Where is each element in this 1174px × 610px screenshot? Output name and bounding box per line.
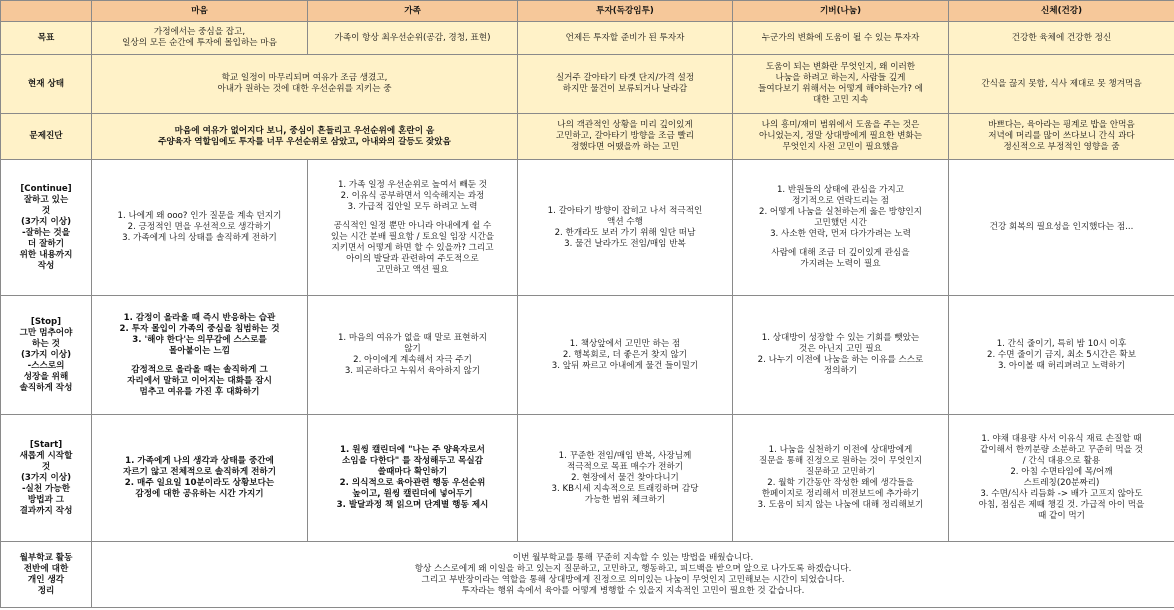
continue-gajok-list: 1. 가족 일정 우선순위로 높여서 빼둔 것 2. 이유식 공부하면서 익숙해지는 과정 3. 가급적 집안일 모두 하려고 노력 [337,179,488,212]
goal-tuja: 언제든 투자할 준비가 된 투자자 [518,22,733,55]
status-maeum-gajok: 학교 일정이 마무리되며 여유가 조금 생겼고, 아내가 원하는 것에 대한 우선순위를 지키는 중 [92,55,518,114]
goal-maeum: 가정에서는 중심을 잡고, 일상의 모든 순간에 투자에 몰입하는 마음 [92,22,308,55]
row-label-start: [Start] 새롭게 시작할 것 (3가지 이상) -실천 가능한 방법과 그 결과까지 작성 [1,415,92,542]
stop-maeum [92,296,308,415]
diagnosis-tuja: 나의 객관적인 상황을 미리 깊이있게 고민하고, 갈아타기 방향을 조금 빨리 정했다면 어땠을까 하는 고민 [518,114,733,160]
start-giver: 1. 나눔을 실천하기 이전에 상대방에게 질문을 통해 진정으로 원하는 것이 무엇인지 질문하고 고민하기 2. 월학 기간동안 작성한 왜에 생각들을 한페이지로 정리해서 비전보드에 추가하기 3. 도움이 되지 않는 나눔에 대해 정리해보기 [733,415,949,542]
stop-gajok: 1. 마음의 여유가 없을 때 말로 표현하지 않기 2. 아이에게 계속해서 자극 주기 3. 피곤하다고 누워서 육아하지 않기 [308,296,518,415]
status-body: 간식을 끊지 못함, 식사 제대로 못 챙겨먹음 [949,55,1174,114]
continue-maeum: 1. 나에게 왜 ooo? 인가 질문을 계속 던지기 2. 긍정적인 면을 우선적으로 생각하기 3. 가족에게 나의 상태를 솔직하게 전하기 [92,160,308,296]
stop-maeum-list: 1. 감정이 올라올 때 즉시 반응하는 습관 2. 투자 몰입이 가족의 중심을 침범하는 것 3. '해야 한다'는 의무감에 스스로를 몰아붙이는 느낌 [119,312,280,356]
status-giver: 도움이 되는 변화란 무엇인지, 왜 이러한 나눔을 하려고 하는지, 사람들 깊게 들여다보기 위해서는 어떻게 해야하는가? 에 대한 고민 지속 [733,55,949,114]
overall-text: 이번 월부학교를 통해 꾸준히 지속할 수 있는 방법을 배웠습니다. 항상 스스로에게 왜 이일을 하고 있는지 질문하고, 고민하고, 행동하고, 피드백을 받으며 앞으로 나가도록 하겠습니다. 그리고 부반장이라는 역할을 통해 상대방에게 진정으로 의미있는 나눔이 무엇인지 고민해보는 시간이 되었습니다. 투자라는 행위 속에서 육아를 어떻게 병행할 수 있을지 지속적인 고민이 필요한 것 같습니다. [92,542,1174,608]
continue-giver-list: 1. 반원들의 상태에 관심을 가지고 정기적으로 연락드리는 점 2. 어떻게 나눔을 실천하는게 옳은 방향인지 고민했던 시간 3. 사소한 연락, 먼저 다가가려는 노력 [759,185,922,239]
header-tuja: 투자(독강임투) [518,1,733,22]
start-body: 1. 야채 대용량 사서 이유식 재료 손질할 때 같이해서 한끼분량 소분하고 꾸준히 먹을 것 / 간식 대용으로 활용 2. 아침 수면타임에 목/어깨 스트레칭(20분짜리) 3. 수면/식사 리듬화 -> 배가 고프지 않아도 아침, 점심은 제때 챙길 것. 가급적 아이 먹을 때 같이 먹기 [949,415,1174,542]
status-tuja: 실거주 갈아타기 타겟 단지/가격 설정 하지만 물건이 보류되거나 날라감 [518,55,733,114]
row-label-continue: [Continue] 잘하고 있는 것 (3가지 이상) -잘하는 것을 더 잘하기 위한 내용까지 작성 [1,160,92,296]
row-label-goal: 목표 [1,22,92,55]
row-label-diagnosis: 문제진단 [1,114,92,160]
row-label-status: 현재 상태 [1,55,92,114]
header-maeum: 마음 [92,1,308,22]
row-label-stop: [Stop] 그만 멈추어야 하는 것 (3가지 이상) -스스로의 성장을 위해 솔직하게 작성 [1,296,92,415]
header-body: 신체(건강) [949,1,1174,22]
continue-giver [733,160,949,296]
start-maeum: 1. 가족에게 나의 생각과 상태를 중간에 자르기 않고 전체적으로 솔직하게 전하기 2. 매주 일요일 10분이라도 상황보다는 감정에 대한 공유하는 시간 가지기 [92,415,308,542]
stop-maeum-note: 감정적으로 올라올 때는 솔직하게 그 자리에서 말하고 이어지는 대화를 잠시 멈추고 여유를 가진 후 대화하기 [127,364,272,397]
diagnosis-body: 바쁘다는, 육아라는 핑계로 밥을 안먹음 저녁에 머리를 많이 쓰다보니 간식 과다 정신적으로 부정적인 영향을 줌 [949,114,1174,160]
start-tuja: 1. 꾸준한 전임/매임 반복, 사장님께 적극적으로 목표 매수가 전하기 2. 현장에서 물건 찾아다니기 3. KB시세 지속적으로 트래킹하며 감당 가능한 범위 체크하기 [518,415,733,542]
continue-gajok [308,160,518,296]
stop-tuja: 1. 책상앞에서 고민만 하는 점 2. 행복회로, 더 좋은거 찾지 않기 3. 앞뒤 짜르고 아내에게 물건 들이밀기 [518,296,733,415]
stop-giver: 1. 상대방이 성장할 수 있는 기회를 뺏았는 것은 아닌지 고민 필요 2. 나누기 이전에 나눔을 하는 이유를 스스로 정의하기 [733,296,949,415]
continue-tuja: 1. 갈아타기 방향이 잡히고 나서 적극적인 액션 수행 2. 한개라도 보러 가기 위해 일단 떠남 3. 물건 날라가도 전임/매임 반복 [518,160,733,296]
diagnosis-maeum-gajok: 마음에 여유가 없어지다 보니, 중심이 흔들리고 우선순위에 혼란이 옴 주양육자 역할임에도 투자를 너무 우선순위로 삼았고, 아내와의 갈등도 잦았음 [92,114,518,160]
goal-giver: 누군가의 변화에 도움이 될 수 있는 투자자 [733,22,949,55]
continue-gajok-note: 공식적인 일정 뿐만 아니라 아내에게 쉴 수 있는 시간 분배 필요함 / 토요일 임장 시간을 지키면서 어떻게 하면 할 수 있을까? 그리고 아이의 발달과 관련하여 주도적으로 고민하고 액션 필요 [330,220,495,275]
continue-giver-note: 사람에 대해 조금 더 깊이있게 관심을 가지려는 노력이 필요 [771,248,910,269]
stop-body: 1. 간식 줄이기, 특히 밤 10시 이후 2. 수면 줄이기 금지, 최소 5시간은 확보 3. 아이볼 때 허리펴려고 노력하기 [949,296,1174,415]
header-gajok: 가족 [308,1,518,22]
goal-gajok: 가족이 항상 최우선순위(공감, 경청, 표현) [308,22,518,55]
start-gajok: 1. 원씽 캘린더에 "나는 주 양육자로서 소임을 다한다" 를 작성해두고 목실감 쓸때마다 확인하기 2. 의식적으로 육아관련 행동 우선순위 높이고, 원씽 캘린더에 넣어두기 3. 발달과정 책 읽으며 단계별 행동 제시 [308,415,518,542]
diagnosis-giver: 나의 흥미/재미 범위에서 도움을 주는 것은 아니었는지, 정말 상대방에게 필요한 변화는 무엇인지 사전 고민이 필요했음 [733,114,949,160]
goal-body: 건강한 육체에 건강한 정신 [949,22,1174,55]
row-label-overall: 월부학교 활동 전반에 대한 개인 생각 정리 [1,542,92,608]
continue-body: 건강 회복의 필요성을 인지했다는 점... [949,160,1174,296]
header-corner [1,1,92,22]
header-giver: 기버(나눔) [733,1,949,22]
